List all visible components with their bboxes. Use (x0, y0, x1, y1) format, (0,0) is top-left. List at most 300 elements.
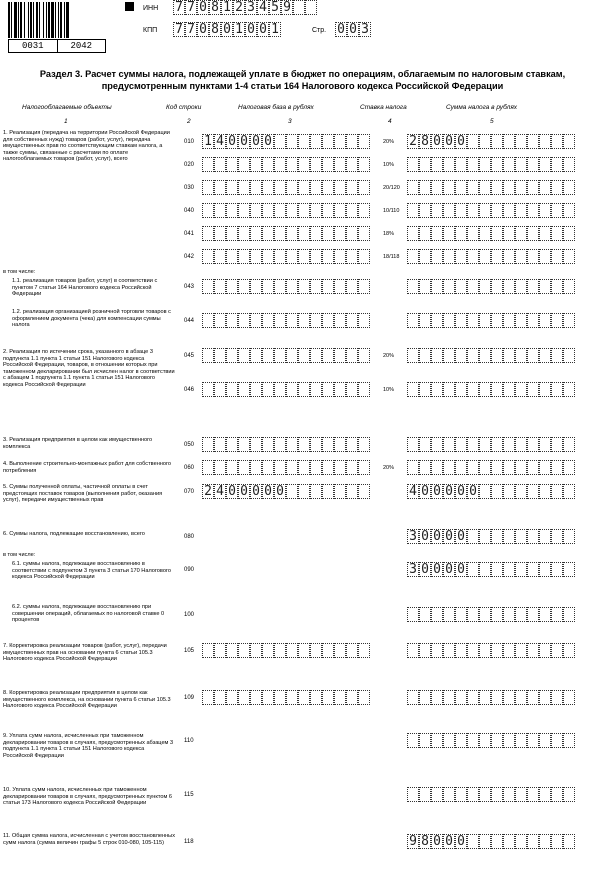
tax-amount-digit-cell[interactable] (527, 249, 539, 264)
tax-amount-digit-cell[interactable]: 0 (419, 529, 431, 544)
tax-base-digit-cell[interactable] (226, 437, 238, 452)
tax-base-digit-cell[interactable] (322, 460, 334, 475)
kpp-digit-cell[interactable]: 0 (257, 22, 269, 37)
tax-base-digit-cell[interactable] (298, 279, 310, 294)
tax-base-digit-cell[interactable] (214, 226, 226, 241)
tax-base-digit-cell[interactable] (310, 249, 322, 264)
inn-digit-cell[interactable]: 8 (209, 0, 221, 15)
tax-amount-field[interactable] (407, 733, 575, 748)
tax-amount-digit-cell[interactable] (455, 348, 467, 363)
tax-amount-digit-cell[interactable] (407, 460, 419, 475)
tax-amount-digit-cell[interactable] (491, 134, 503, 149)
tax-base-digit-cell[interactable] (322, 180, 334, 195)
tax-amount-digit-cell[interactable] (551, 203, 563, 218)
tax-amount-digit-cell[interactable] (515, 834, 527, 849)
tax-base-field[interactable] (202, 279, 370, 294)
tax-base-digit-cell[interactable] (202, 180, 214, 195)
tax-amount-digit-cell[interactable] (539, 562, 551, 577)
tax-base-digit-cell[interactable] (250, 203, 262, 218)
tax-amount-digit-cell[interactable] (455, 203, 467, 218)
tax-amount-field[interactable] (407, 226, 575, 241)
tax-amount-digit-cell[interactable] (467, 180, 479, 195)
tax-amount-digit-cell[interactable] (479, 313, 491, 328)
tax-amount-digit-cell[interactable]: 0 (455, 529, 467, 544)
tax-amount-digit-cell[interactable] (467, 834, 479, 849)
tax-base-digit-cell[interactable] (334, 180, 346, 195)
tax-amount-digit-cell[interactable] (443, 313, 455, 328)
tax-base-digit-cell[interactable] (286, 643, 298, 658)
tax-amount-digit-cell[interactable] (479, 348, 491, 363)
tax-base-digit-cell[interactable] (238, 249, 250, 264)
tax-base-digit-cell[interactable] (322, 157, 334, 172)
tax-base-digit-cell[interactable] (310, 226, 322, 241)
tax-amount-digit-cell[interactable] (563, 157, 575, 172)
tax-amount-digit-cell[interactable] (419, 180, 431, 195)
tax-amount-digit-cell[interactable] (503, 460, 515, 475)
tax-amount-digit-cell[interactable] (455, 607, 467, 622)
tax-base-digit-cell[interactable] (310, 643, 322, 658)
tax-amount-digit-cell[interactable] (551, 437, 563, 452)
tax-base-digit-cell[interactable] (286, 348, 298, 363)
tax-amount-digit-cell[interactable] (539, 279, 551, 294)
tax-base-digit-cell[interactable] (298, 460, 310, 475)
tax-base-digit-cell[interactable] (358, 460, 370, 475)
tax-base-digit-cell[interactable] (310, 484, 322, 499)
tax-amount-digit-cell[interactable] (467, 249, 479, 264)
tax-base-digit-cell[interactable] (346, 226, 358, 241)
tax-amount-digit-cell[interactable] (527, 226, 539, 241)
tax-amount-digit-cell[interactable] (503, 562, 515, 577)
tax-base-digit-cell[interactable]: 0 (274, 484, 286, 499)
tax-amount-digit-cell[interactable]: 4 (407, 484, 419, 499)
tax-base-digit-cell[interactable] (262, 643, 274, 658)
tax-amount-digit-cell[interactable] (539, 348, 551, 363)
tax-base-digit-cell[interactable] (286, 226, 298, 241)
tax-amount-digit-cell[interactable] (527, 529, 539, 544)
tax-amount-digit-cell[interactable] (539, 180, 551, 195)
tax-base-digit-cell[interactable] (346, 437, 358, 452)
tax-amount-digit-cell[interactable] (455, 460, 467, 475)
tax-base-digit-cell[interactable] (346, 690, 358, 705)
tax-base-digit-cell[interactable] (358, 437, 370, 452)
tax-amount-digit-cell[interactable]: 0 (431, 484, 443, 499)
tax-amount-digit-cell[interactable] (467, 279, 479, 294)
tax-amount-digit-cell[interactable] (467, 562, 479, 577)
tax-amount-digit-cell[interactable] (539, 834, 551, 849)
tax-base-digit-cell[interactable]: 0 (250, 484, 262, 499)
tax-amount-digit-cell[interactable] (431, 249, 443, 264)
tax-amount-digit-cell[interactable] (431, 787, 443, 802)
tax-amount-digit-cell[interactable] (539, 460, 551, 475)
tax-amount-digit-cell[interactable] (527, 134, 539, 149)
tax-amount-field[interactable] (407, 348, 575, 363)
tax-amount-digit-cell[interactable]: 0 (431, 834, 443, 849)
tax-amount-digit-cell[interactable] (491, 643, 503, 658)
page-digit-cell[interactable]: 3 (359, 22, 371, 37)
tax-amount-digit-cell[interactable]: 0 (419, 484, 431, 499)
tax-base-digit-cell[interactable] (298, 249, 310, 264)
tax-amount-digit-cell[interactable] (539, 313, 551, 328)
tax-amount-digit-cell[interactable] (563, 562, 575, 577)
tax-base-digit-cell[interactable] (358, 249, 370, 264)
tax-amount-digit-cell[interactable] (455, 249, 467, 264)
tax-base-digit-cell[interactable] (322, 313, 334, 328)
tax-base-digit-cell[interactable]: 0 (226, 134, 238, 149)
tax-amount-digit-cell[interactable] (515, 382, 527, 397)
tax-amount-digit-cell[interactable]: 0 (443, 529, 455, 544)
tax-base-digit-cell[interactable] (262, 279, 274, 294)
tax-amount-digit-cell[interactable] (443, 460, 455, 475)
tax-amount-digit-cell[interactable] (407, 203, 419, 218)
tax-base-digit-cell[interactable] (238, 348, 250, 363)
tax-amount-digit-cell[interactable] (491, 203, 503, 218)
tax-amount-digit-cell[interactable]: 0 (431, 562, 443, 577)
tax-base-digit-cell[interactable] (322, 643, 334, 658)
tax-base-digit-cell[interactable] (334, 382, 346, 397)
tax-base-digit-cell[interactable] (262, 690, 274, 705)
tax-amount-digit-cell[interactable] (539, 382, 551, 397)
inn-digit-cell[interactable] (305, 0, 317, 15)
tax-base-digit-cell[interactable] (274, 643, 286, 658)
tax-amount-digit-cell[interactable] (539, 529, 551, 544)
inn-digit-cell[interactable]: 4 (257, 0, 269, 15)
tax-base-digit-cell[interactable] (214, 643, 226, 658)
tax-amount-digit-cell[interactable] (467, 348, 479, 363)
tax-base-digit-cell[interactable] (202, 203, 214, 218)
tax-amount-field[interactable] (407, 437, 575, 452)
tax-base-digit-cell[interactable] (250, 157, 262, 172)
tax-amount-digit-cell[interactable] (443, 226, 455, 241)
tax-base-field[interactable] (202, 460, 370, 475)
tax-amount-digit-cell[interactable] (491, 529, 503, 544)
tax-base-digit-cell[interactable] (262, 348, 274, 363)
tax-amount-digit-cell[interactable] (539, 690, 551, 705)
tax-base-digit-cell[interactable]: 4 (214, 484, 226, 499)
tax-base-digit-cell[interactable] (346, 313, 358, 328)
tax-base-field[interactable] (202, 249, 370, 264)
tax-base-field[interactable] (202, 437, 370, 452)
tax-amount-digit-cell[interactable] (491, 382, 503, 397)
tax-amount-digit-cell[interactable] (431, 279, 443, 294)
tax-amount-digit-cell[interactable] (515, 643, 527, 658)
tax-base-digit-cell[interactable] (310, 460, 322, 475)
tax-base-digit-cell[interactable] (346, 643, 358, 658)
tax-amount-field[interactable] (407, 787, 575, 802)
tax-base-digit-cell[interactable] (238, 643, 250, 658)
tax-base-digit-cell[interactable] (226, 279, 238, 294)
tax-base-digit-cell[interactable] (238, 690, 250, 705)
tax-base-digit-cell[interactable] (298, 313, 310, 328)
tax-base-digit-cell[interactable] (238, 437, 250, 452)
tax-amount-digit-cell[interactable] (563, 226, 575, 241)
tax-amount-digit-cell[interactable] (467, 313, 479, 328)
tax-base-digit-cell[interactable] (226, 180, 238, 195)
tax-base-digit-cell[interactable] (334, 484, 346, 499)
tax-base-digit-cell[interactable] (358, 690, 370, 705)
tax-amount-digit-cell[interactable] (503, 690, 515, 705)
tax-base-digit-cell[interactable] (250, 279, 262, 294)
tax-amount-digit-cell[interactable] (515, 690, 527, 705)
kpp-digit-cell[interactable]: 1 (269, 22, 281, 37)
tax-amount-digit-cell[interactable] (503, 249, 515, 264)
tax-amount-digit-cell[interactable] (527, 460, 539, 475)
tax-amount-digit-cell[interactable] (503, 437, 515, 452)
kpp-digit-cell[interactable]: 7 (185, 22, 197, 37)
tax-base-digit-cell[interactable]: 2 (202, 484, 214, 499)
tax-amount-digit-cell[interactable] (407, 787, 419, 802)
tax-amount-digit-cell[interactable] (467, 134, 479, 149)
tax-base-digit-cell[interactable] (322, 437, 334, 452)
tax-base-digit-cell[interactable] (274, 690, 286, 705)
kpp-digit-cell[interactable]: 7 (173, 22, 185, 37)
tax-base-digit-cell[interactable] (250, 313, 262, 328)
tax-amount-digit-cell[interactable] (419, 460, 431, 475)
tax-amount-digit-cell[interactable] (431, 643, 443, 658)
tax-base-digit-cell[interactable] (334, 203, 346, 218)
tax-amount-digit-cell[interactable] (467, 733, 479, 748)
tax-amount-digit-cell[interactable] (419, 733, 431, 748)
tax-amount-digit-cell[interactable] (443, 348, 455, 363)
tax-amount-digit-cell[interactable] (551, 787, 563, 802)
tax-amount-digit-cell[interactable] (515, 203, 527, 218)
tax-amount-digit-cell[interactable] (479, 787, 491, 802)
tax-amount-digit-cell[interactable] (479, 529, 491, 544)
tax-base-field[interactable] (202, 203, 370, 218)
tax-base-digit-cell[interactable] (334, 134, 346, 149)
tax-base-digit-cell[interactable] (334, 690, 346, 705)
kpp-digit-cell[interactable]: 8 (209, 22, 221, 37)
tax-amount-digit-cell[interactable] (527, 834, 539, 849)
tax-amount-digit-cell[interactable] (503, 834, 515, 849)
tax-amount-digit-cell[interactable] (527, 437, 539, 452)
tax-amount-digit-cell[interactable] (551, 460, 563, 475)
tax-base-digit-cell[interactable] (310, 279, 322, 294)
tax-amount-digit-cell[interactable] (431, 460, 443, 475)
tax-amount-digit-cell[interactable] (479, 180, 491, 195)
tax-amount-digit-cell[interactable] (455, 690, 467, 705)
tax-amount-digit-cell[interactable] (407, 157, 419, 172)
tax-amount-field[interactable] (407, 834, 575, 849)
tax-base-digit-cell[interactable] (346, 249, 358, 264)
inn-digit-cell[interactable]: 2 (233, 0, 245, 15)
tax-amount-digit-cell[interactable] (455, 157, 467, 172)
tax-amount-digit-cell[interactable] (407, 437, 419, 452)
tax-amount-digit-cell[interactable] (515, 484, 527, 499)
tax-amount-digit-cell[interactable] (479, 226, 491, 241)
tax-amount-digit-cell[interactable] (563, 249, 575, 264)
tax-amount-digit-cell[interactable] (443, 249, 455, 264)
tax-amount-digit-cell[interactable] (491, 279, 503, 294)
tax-base-digit-cell[interactable]: 0 (238, 134, 250, 149)
tax-base-digit-cell[interactable] (214, 437, 226, 452)
tax-amount-digit-cell[interactable] (563, 180, 575, 195)
tax-amount-digit-cell[interactable] (539, 733, 551, 748)
tax-amount-digit-cell[interactable] (515, 733, 527, 748)
tax-base-digit-cell[interactable] (286, 313, 298, 328)
tax-amount-field[interactable] (407, 382, 575, 397)
tax-amount-digit-cell[interactable] (563, 787, 575, 802)
tax-base-digit-cell[interactable] (286, 180, 298, 195)
tax-base-field[interactable] (202, 134, 370, 149)
tax-amount-digit-cell[interactable] (563, 460, 575, 475)
tax-amount-digit-cell[interactable] (539, 643, 551, 658)
tax-amount-digit-cell[interactable] (467, 382, 479, 397)
tax-amount-digit-cell[interactable] (563, 382, 575, 397)
tax-amount-digit-cell[interactable] (443, 787, 455, 802)
tax-amount-field[interactable] (407, 203, 575, 218)
inn-digit-cell[interactable]: 1 (221, 0, 233, 15)
tax-amount-digit-cell[interactable] (491, 733, 503, 748)
tax-base-digit-cell[interactable] (346, 157, 358, 172)
tax-amount-digit-cell[interactable] (407, 249, 419, 264)
tax-base-digit-cell[interactable] (262, 157, 274, 172)
tax-base-digit-cell[interactable] (274, 279, 286, 294)
tax-amount-digit-cell[interactable] (407, 382, 419, 397)
tax-amount-digit-cell[interactable] (419, 690, 431, 705)
tax-base-digit-cell[interactable]: 1 (202, 134, 214, 149)
tax-amount-digit-cell[interactable] (527, 690, 539, 705)
tax-base-digit-cell[interactable] (358, 382, 370, 397)
tax-amount-digit-cell[interactable] (515, 157, 527, 172)
tax-base-digit-cell[interactable] (358, 348, 370, 363)
tax-amount-digit-cell[interactable] (527, 607, 539, 622)
tax-amount-field[interactable] (407, 607, 575, 622)
tax-amount-field[interactable] (407, 460, 575, 475)
tax-amount-digit-cell[interactable] (419, 279, 431, 294)
inn-digit-cell[interactable] (293, 0, 305, 15)
tax-amount-digit-cell[interactable] (431, 348, 443, 363)
tax-base-digit-cell[interactable] (202, 279, 214, 294)
tax-base-digit-cell[interactable] (214, 157, 226, 172)
tax-amount-digit-cell[interactable] (503, 382, 515, 397)
tax-amount-digit-cell[interactable]: 8 (419, 834, 431, 849)
tax-base-digit-cell[interactable] (358, 180, 370, 195)
tax-amount-digit-cell[interactable] (539, 203, 551, 218)
tax-amount-digit-cell[interactable] (431, 733, 443, 748)
tax-base-digit-cell[interactable] (298, 134, 310, 149)
tax-amount-digit-cell[interactable] (551, 180, 563, 195)
tax-base-digit-cell[interactable]: 0 (250, 134, 262, 149)
tax-amount-digit-cell[interactable] (431, 690, 443, 705)
tax-base-field[interactable] (202, 348, 370, 363)
tax-base-digit-cell[interactable] (334, 226, 346, 241)
tax-amount-digit-cell[interactable] (491, 226, 503, 241)
tax-amount-digit-cell[interactable] (419, 226, 431, 241)
tax-amount-digit-cell[interactable] (503, 787, 515, 802)
tax-base-digit-cell[interactable] (298, 484, 310, 499)
tax-amount-digit-cell[interactable] (515, 562, 527, 577)
tax-base-digit-cell[interactable] (226, 226, 238, 241)
tax-base-digit-cell[interactable] (202, 249, 214, 264)
tax-amount-digit-cell[interactable] (503, 607, 515, 622)
tax-base-field[interactable] (202, 382, 370, 397)
tax-base-digit-cell[interactable] (202, 226, 214, 241)
tax-amount-digit-cell[interactable] (563, 484, 575, 499)
tax-base-digit-cell[interactable] (226, 313, 238, 328)
tax-amount-digit-cell[interactable] (491, 460, 503, 475)
tax-amount-digit-cell[interactable] (479, 382, 491, 397)
tax-amount-digit-cell[interactable] (515, 607, 527, 622)
tax-amount-digit-cell[interactable] (431, 180, 443, 195)
tax-amount-digit-cell[interactable] (503, 226, 515, 241)
tax-amount-digit-cell[interactable] (515, 437, 527, 452)
tax-amount-digit-cell[interactable] (563, 134, 575, 149)
tax-amount-digit-cell[interactable] (479, 203, 491, 218)
tax-base-digit-cell[interactable] (346, 484, 358, 499)
kpp-digit-cell[interactable]: 0 (221, 22, 233, 37)
tax-amount-digit-cell[interactable] (479, 484, 491, 499)
inn-field[interactable] (173, 0, 317, 15)
tax-base-digit-cell[interactable] (214, 203, 226, 218)
tax-base-digit-cell[interactable] (250, 643, 262, 658)
tax-base-digit-cell[interactable] (274, 226, 286, 241)
tax-amount-digit-cell[interactable] (479, 437, 491, 452)
tax-amount-digit-cell[interactable]: 0 (467, 484, 479, 499)
tax-amount-digit-cell[interactable] (563, 279, 575, 294)
tax-base-digit-cell[interactable]: 0 (238, 484, 250, 499)
tax-amount-digit-cell[interactable] (503, 484, 515, 499)
tax-base-digit-cell[interactable] (226, 348, 238, 363)
tax-base-digit-cell[interactable] (238, 279, 250, 294)
tax-base-digit-cell[interactable] (226, 460, 238, 475)
tax-base-digit-cell[interactable] (334, 460, 346, 475)
tax-amount-digit-cell[interactable] (443, 157, 455, 172)
tax-base-digit-cell[interactable] (298, 180, 310, 195)
tax-base-digit-cell[interactable] (346, 203, 358, 218)
tax-amount-digit-cell[interactable] (527, 279, 539, 294)
tax-base-field[interactable] (202, 180, 370, 195)
tax-amount-field[interactable] (407, 690, 575, 705)
tax-base-digit-cell[interactable] (322, 484, 334, 499)
tax-amount-digit-cell[interactable] (539, 607, 551, 622)
page-digit-cell[interactable]: 0 (335, 22, 347, 37)
tax-amount-digit-cell[interactable] (527, 180, 539, 195)
tax-base-digit-cell[interactable] (298, 348, 310, 363)
tax-amount-digit-cell[interactable]: 0 (431, 529, 443, 544)
tax-base-digit-cell[interactable] (298, 382, 310, 397)
tax-amount-digit-cell[interactable] (563, 834, 575, 849)
tax-base-digit-cell[interactable] (262, 382, 274, 397)
tax-base-digit-cell[interactable] (346, 460, 358, 475)
tax-base-digit-cell[interactable] (286, 249, 298, 264)
tax-amount-digit-cell[interactable] (539, 484, 551, 499)
tax-amount-field[interactable] (407, 279, 575, 294)
tax-amount-digit-cell[interactable] (491, 313, 503, 328)
tax-amount-digit-cell[interactable] (539, 249, 551, 264)
tax-amount-digit-cell[interactable] (527, 382, 539, 397)
tax-base-field[interactable] (202, 690, 370, 705)
tax-base-digit-cell[interactable] (322, 690, 334, 705)
tax-amount-digit-cell[interactable] (551, 484, 563, 499)
tax-base-digit-cell[interactable] (346, 134, 358, 149)
tax-amount-digit-cell[interactable] (539, 134, 551, 149)
tax-base-digit-cell[interactable] (262, 226, 274, 241)
tax-base-digit-cell[interactable] (310, 134, 322, 149)
tax-base-digit-cell[interactable]: 0 (262, 134, 274, 149)
tax-amount-digit-cell[interactable] (467, 690, 479, 705)
tax-base-digit-cell[interactable] (262, 460, 274, 475)
tax-amount-digit-cell[interactable] (539, 157, 551, 172)
tax-base-digit-cell[interactable] (262, 437, 274, 452)
tax-amount-digit-cell[interactable] (407, 607, 419, 622)
tax-base-digit-cell[interactable] (286, 279, 298, 294)
tax-amount-digit-cell[interactable]: 0 (455, 134, 467, 149)
tax-amount-digit-cell[interactable] (515, 460, 527, 475)
tax-amount-field[interactable] (407, 134, 575, 149)
tax-amount-digit-cell[interactable] (467, 437, 479, 452)
tax-amount-digit-cell[interactable] (491, 437, 503, 452)
tax-amount-digit-cell[interactable] (455, 180, 467, 195)
